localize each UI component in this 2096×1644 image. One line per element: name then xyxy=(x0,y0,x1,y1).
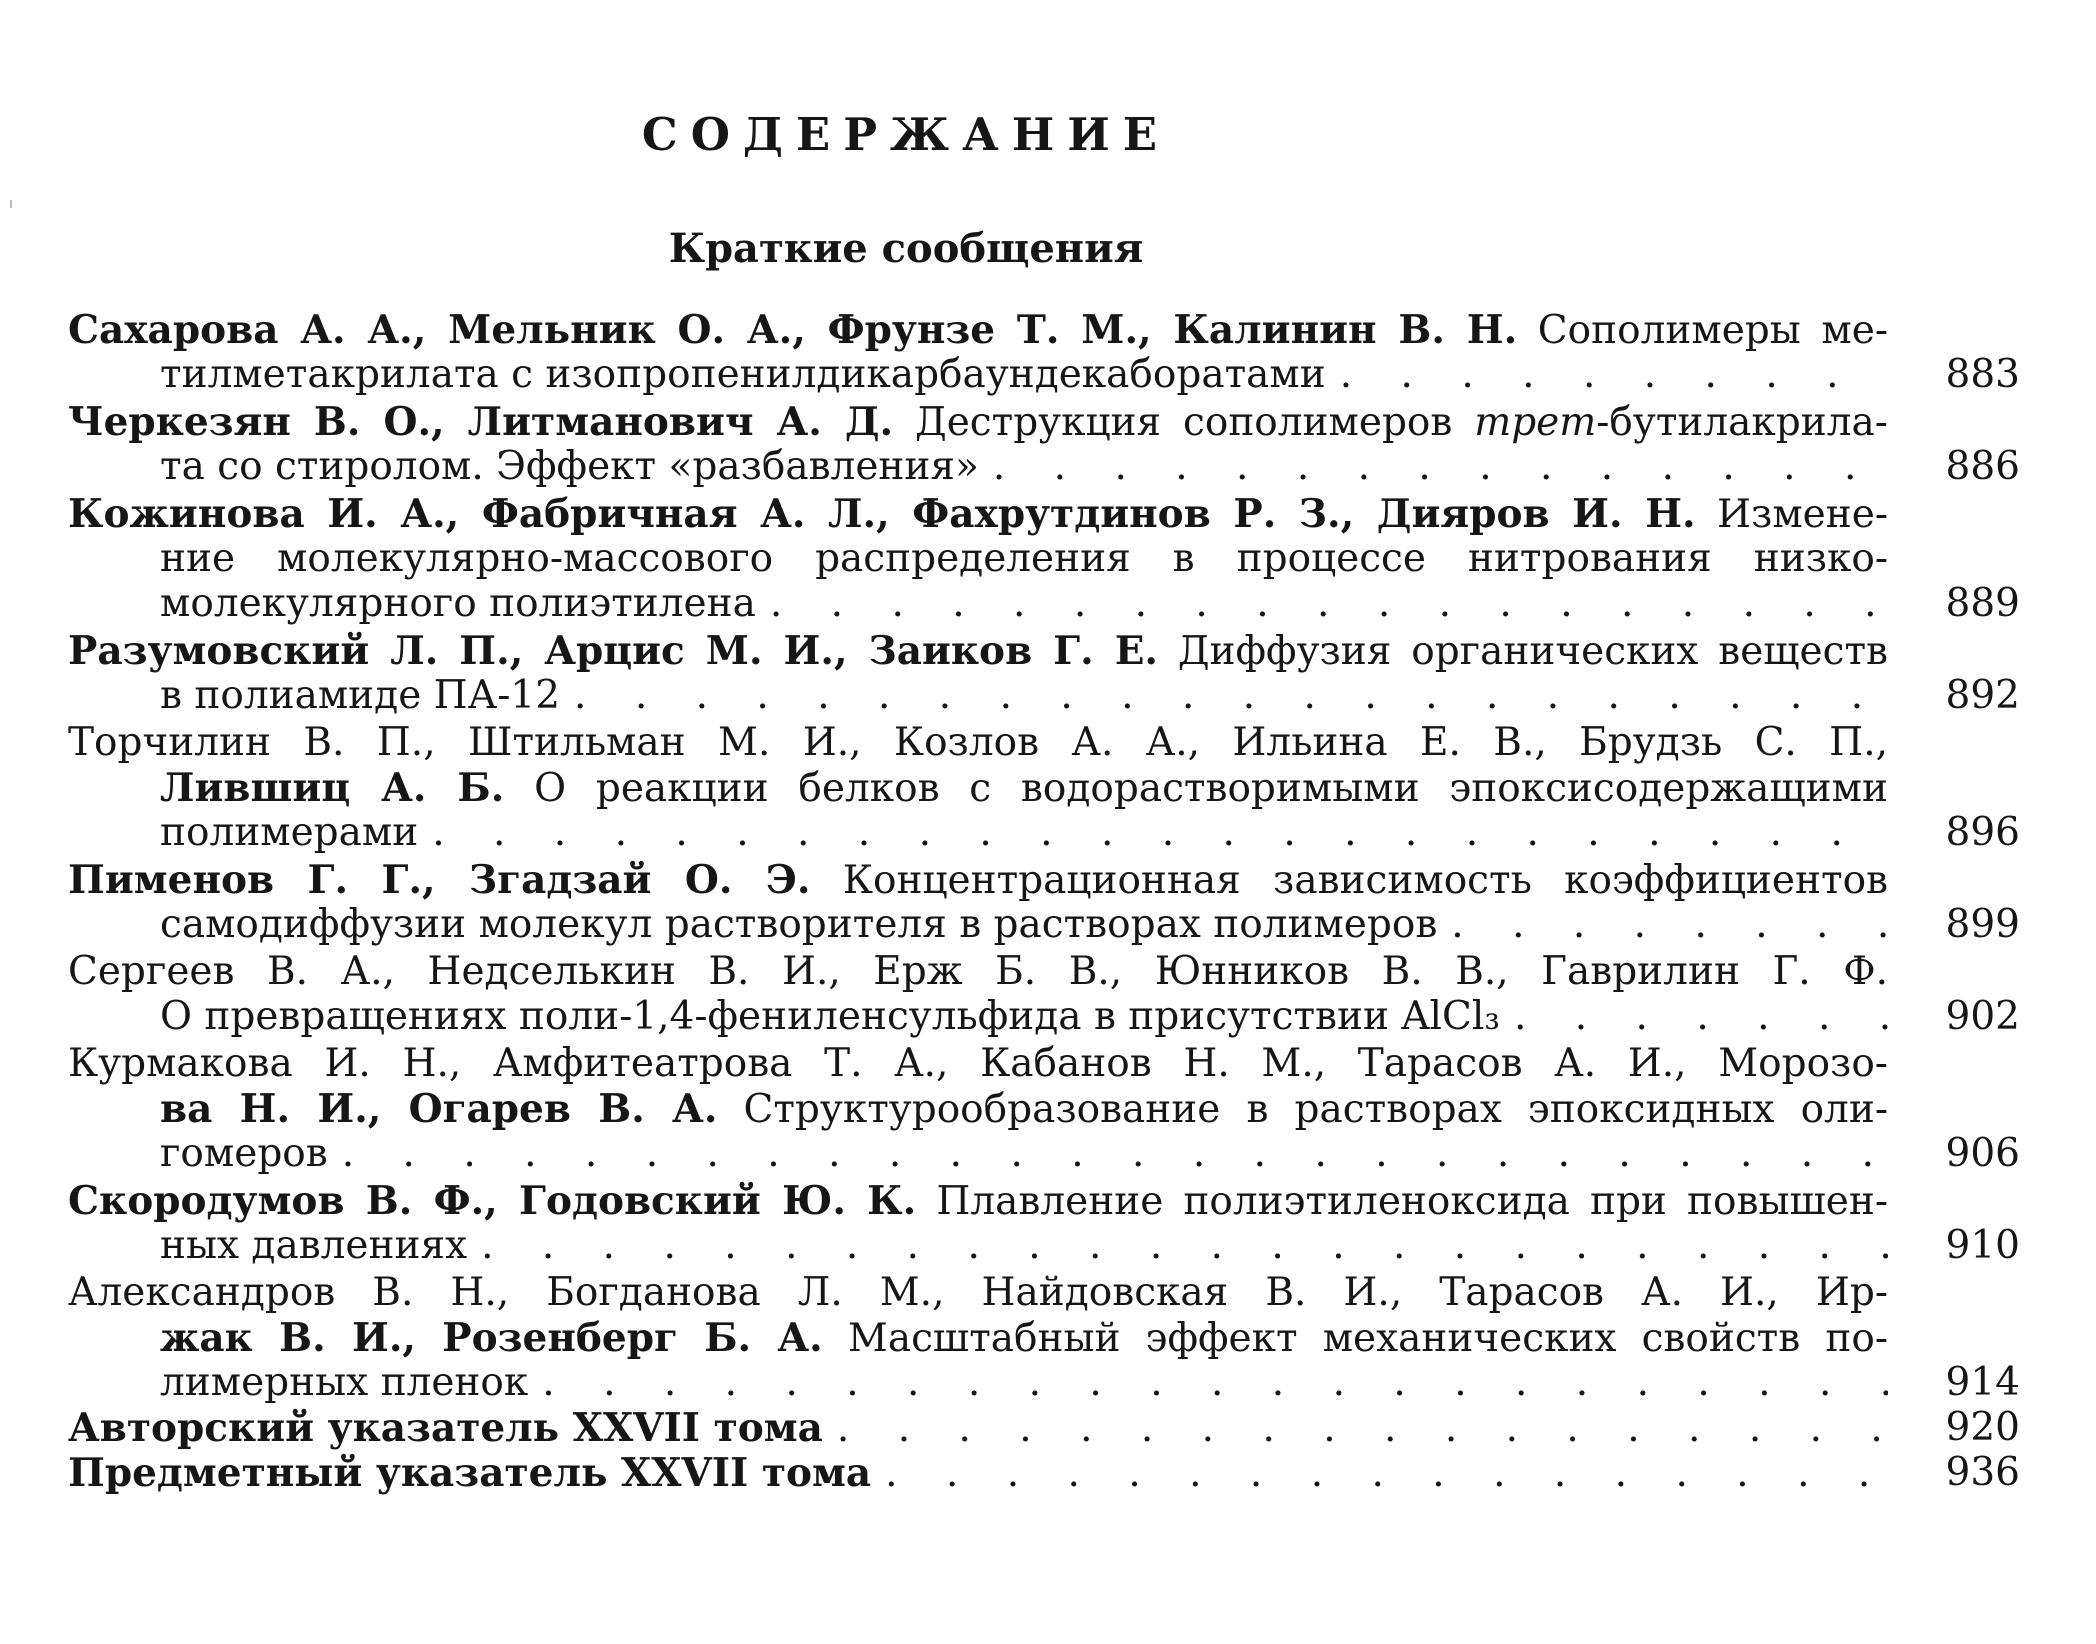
entry-title-part: гомеров xyxy=(160,1131,328,1176)
entry-title-part: Сополимеры ме- xyxy=(1537,308,1888,353)
page-number: 906 xyxy=(1945,1131,2020,1176)
toc-entry-10-line-3 xyxy=(160,1360,1888,1406)
entry-title-part: полимерами xyxy=(160,810,419,855)
dot-leader xyxy=(560,673,1888,719)
dot-leader xyxy=(756,581,1888,627)
dot-leader xyxy=(1500,994,1888,1040)
entry-title-part: в полиамиде ПА-12 xyxy=(160,673,561,718)
entry-title-part: Структурообразование в растворах эпоксидных оли- xyxy=(743,1087,1888,1132)
entry-title-part: Диффузия органических веществ xyxy=(1177,629,1888,674)
dot-leader xyxy=(467,1223,1888,1269)
entry-authors: Александров В. Н., Богданова Л. М., Найдовская В. И., Тарасов А. И., Ир- xyxy=(68,1270,1888,1315)
page-number: 886 xyxy=(1945,444,2020,489)
toc-entry-author-index xyxy=(68,1405,1888,1451)
entry-authors: ва Н. И., Огарев В. А. xyxy=(160,1086,718,1132)
toc-entry-1-line-2 xyxy=(160,352,1888,398)
entry-title-italic: трет xyxy=(1474,400,1597,445)
toc-entry-5-line-2 xyxy=(160,765,1888,811)
toc-entry-9-line-2 xyxy=(160,1223,1888,1269)
entry-title: Предметный указатель XXVII тома xyxy=(68,1450,872,1496)
toc-entry-1-line-1 xyxy=(68,307,1888,353)
toc-entry-10-line-2 xyxy=(160,1315,1888,1361)
entry-authors: Разумовский Л. П., Арцис М. И., Заиков Г. Е. xyxy=(68,628,1158,674)
toc-entry-9-line-1 xyxy=(68,1178,1888,1224)
dot-leader xyxy=(979,444,1888,490)
scan-margin-mark xyxy=(10,200,12,208)
page-number: 883 xyxy=(1945,352,2020,397)
toc-entry-7-line-1 xyxy=(68,949,1888,995)
entry-title-part: ние молекулярно-массового распределения в процессе нитрования низко- xyxy=(160,536,1888,581)
dot-leader xyxy=(871,1451,1888,1496)
toc-entry-2-line-2 xyxy=(160,444,1888,490)
toc-entry-8-line-2 xyxy=(160,1086,1888,1132)
entry-authors: Пименов Г. Г., Згадзай О. Э. xyxy=(68,857,811,903)
entry-title-part: Масштабный эффект механических свойств по- xyxy=(847,1316,1888,1361)
toc-entry-8-line-3 xyxy=(160,1131,1888,1177)
entry-authors: жак В. И., Розенберг Б. А. xyxy=(160,1315,823,1361)
toc-entry-6-line-1 xyxy=(68,857,1888,903)
entry-title: Авторский указатель XXVII тома xyxy=(68,1405,823,1451)
entry-title-part: Плавление полиэтиленоксида при повышен- xyxy=(936,1179,1888,1224)
dot-leader xyxy=(1326,352,1888,398)
toc-entry-3-line-3 xyxy=(160,581,1888,627)
entry-title-part: О реакции белков с водорастворимыми эпоксисодержащими xyxy=(534,766,1888,811)
entry-title-part: самодиффузии молекул растворителя в растворах полимеров xyxy=(160,902,1438,947)
entry-title-part: О превращениях поли-1,4-фениленсульфида в присутствии AlCl₃ xyxy=(160,994,1500,1039)
entry-authors: Курмакова И. Н., Амфитеатрова Т. А., Кабанов Н. М., Тарасов А. И., Морозо- xyxy=(68,1041,1888,1086)
entry-authors: Кожинова И. А., Фабричная А. Л., Фахрутдинов Р. З., Дияров И. Н. xyxy=(68,491,1696,537)
entry-title-part: Деструкция сополимеров xyxy=(914,400,1453,445)
page-title: СОДЕРЖАНИЕ xyxy=(641,108,1171,161)
entry-title-part: ных давлениях xyxy=(160,1223,468,1268)
toc-entry-10-line-1 xyxy=(68,1270,1888,1316)
dot-leader xyxy=(418,810,1888,856)
page-number: 902 xyxy=(1945,994,2020,1039)
entry-authors: Лившиц А. Б. xyxy=(160,765,505,811)
toc-entry-8-line-1 xyxy=(68,1041,1888,1087)
dot-leader xyxy=(328,1131,1888,1177)
page-number: 892 xyxy=(1945,673,2020,718)
toc-entry-4-line-1 xyxy=(68,628,1888,674)
page-number: 936 xyxy=(1945,1450,2020,1495)
toc-entry-7-line-2 xyxy=(160,994,1888,1040)
dot-leader xyxy=(1437,902,1888,948)
entry-title-part: Измене- xyxy=(1717,492,1888,537)
entry-title-part: молекулярного полиэтилена xyxy=(160,581,756,626)
entry-title-part: та со стиролом. Эффект «разбавления» xyxy=(160,444,979,489)
section-title: Краткие сообщения xyxy=(668,225,1144,272)
toc-entry-subject-index xyxy=(68,1450,1888,1496)
entry-title-part: -бутилакрила- xyxy=(1596,400,1888,445)
toc-entry-3-line-2 xyxy=(160,536,1888,582)
entry-title-part: тилметакрилата с изопропенилдикарбаундекаборатами xyxy=(160,352,1326,397)
page-number: 889 xyxy=(1945,581,2020,626)
entry-authors: Скородумов В. Ф., Годовский Ю. К. xyxy=(68,1178,917,1224)
toc-entry-4-line-2 xyxy=(160,673,1888,719)
entry-authors: Сахарова А. А., Мельник О. А., Фрунзе Т. М., Калинин В. Н. xyxy=(68,307,1518,353)
entry-authors: Черкезян В. О., Литманович А. Д. xyxy=(68,399,894,445)
toc-entry-2-line-1 xyxy=(68,399,1888,445)
entry-authors: Торчилин В. П., Штильман М. И., Козлов А. А., Ильина Е. В., Брудзь С. П., xyxy=(68,720,1888,765)
toc-entry-5-line-1 xyxy=(68,720,1888,766)
dot-leader xyxy=(823,1406,1888,1451)
entry-authors: Сергеев В. А., Недселькин В. И., Ерж Б. В., Юнников В. В., Гаврилин Г. Ф. xyxy=(68,949,1888,994)
page-number: 896 xyxy=(1945,810,2020,855)
page-number: 920 xyxy=(1945,1405,2020,1450)
toc-entry-5-line-3 xyxy=(160,810,1888,856)
dot-leader xyxy=(528,1360,1888,1406)
entry-title-part: лимерных пленок xyxy=(160,1360,529,1405)
page-number: 914 xyxy=(1945,1360,2020,1405)
entry-title-part: Концентрационная зависимость коэффициентов xyxy=(842,858,1888,903)
page-number: 910 xyxy=(1945,1223,2020,1268)
toc-entry-6-line-2 xyxy=(160,902,1888,948)
page-number: 899 xyxy=(1945,902,2020,947)
toc-entry-3-line-1 xyxy=(68,491,1888,537)
